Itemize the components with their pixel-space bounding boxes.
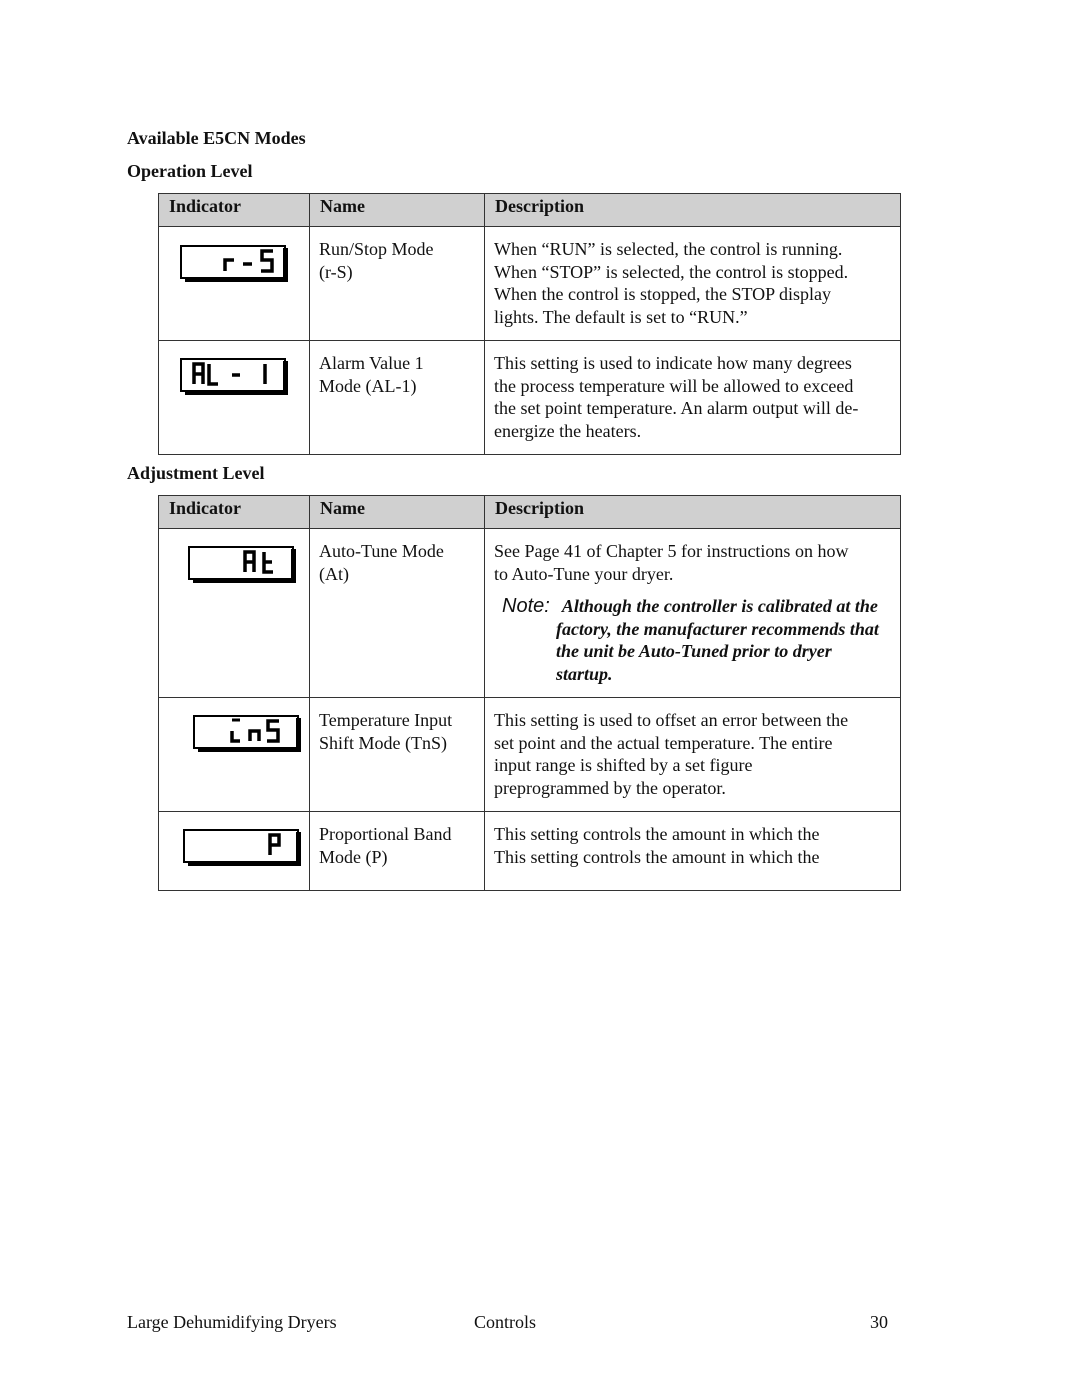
table-header-row xyxy=(159,496,901,529)
adjustment-level-heading: Adjustment Level xyxy=(127,463,265,483)
name-header: Name xyxy=(310,194,485,227)
note-label: Note: xyxy=(502,595,550,617)
lcd-display-r-s xyxy=(179,244,291,286)
page-number: 30 xyxy=(870,1312,888,1332)
description-cell: This setting is used to offset an error between the set point and the actual temperature. The entire input range is shifted by a set figure preprogrammed by the operator. xyxy=(485,698,901,812)
name-cell: Alarm Value 1 Mode (AL-1) xyxy=(310,341,485,455)
note-text: Although the controller is calibrated at the factory, the manufacturer recommends that the unit be Auto-Tuned prior to dryer startup. xyxy=(556,596,879,684)
description-cell: See Page 41 of Chapter 5 for instructions on how to Auto-Tune your dryer. Note: Although the controller is calibrated at the factory, the manufacturer recommends that the unit be Auto-Tuned prior to dryer startup. xyxy=(485,529,901,698)
note-callout xyxy=(494,595,891,685)
name-cell: Auto-Tune Mode (At) xyxy=(310,529,485,698)
name-cell: Temperature Input Shift Mode (TnS) xyxy=(310,698,485,812)
table-row xyxy=(159,698,901,812)
indicator-cell xyxy=(159,341,310,455)
lcd-display-p xyxy=(182,828,304,870)
footer-left: Large Dehumidifying Dryers xyxy=(127,1312,337,1332)
description-header: Description xyxy=(485,194,901,227)
table-row xyxy=(159,227,901,341)
indicator-cell xyxy=(159,812,310,891)
indicator-header: Indicator xyxy=(159,496,310,529)
footer-center: Controls xyxy=(474,1312,537,1332)
adjustment-level-table xyxy=(158,495,901,891)
lcd-display-al-1 xyxy=(179,357,291,399)
table-header-row xyxy=(159,194,901,227)
table-row xyxy=(159,529,901,698)
lcd-display-at xyxy=(187,545,299,587)
description-cell: When “RUN” is selected, the control is running. When “STOP” is selected, the control is stopped. When the control is stopped, the STOP display lights. The default is set to “RUN.” xyxy=(485,227,901,341)
indicator-cell xyxy=(159,698,310,812)
page-title: Available E5CN Modes xyxy=(127,128,306,148)
table-row xyxy=(159,341,901,455)
name-cell: Run/Stop Mode (r-S) xyxy=(310,227,485,341)
operation-level-heading: Operation Level xyxy=(127,161,253,181)
name-header: Name xyxy=(310,496,485,529)
table-row xyxy=(159,812,901,891)
indicator-cell xyxy=(159,227,310,341)
description-header: Description xyxy=(485,496,901,529)
indicator-header: Indicator xyxy=(159,194,310,227)
lcd-display-ins xyxy=(192,714,304,756)
operation-level-table xyxy=(158,193,901,455)
indicator-cell xyxy=(159,529,310,698)
description-cell: This setting is used to indicate how many degrees the process temperature will be allowed to exceed the set point temperature. An alarm output will de- energize the heaters. xyxy=(485,341,901,455)
description-cell: This setting controls the amount in which the This setting controls the amount in which the xyxy=(485,812,901,891)
name-cell: Proportional Band Mode (P) xyxy=(310,812,485,891)
